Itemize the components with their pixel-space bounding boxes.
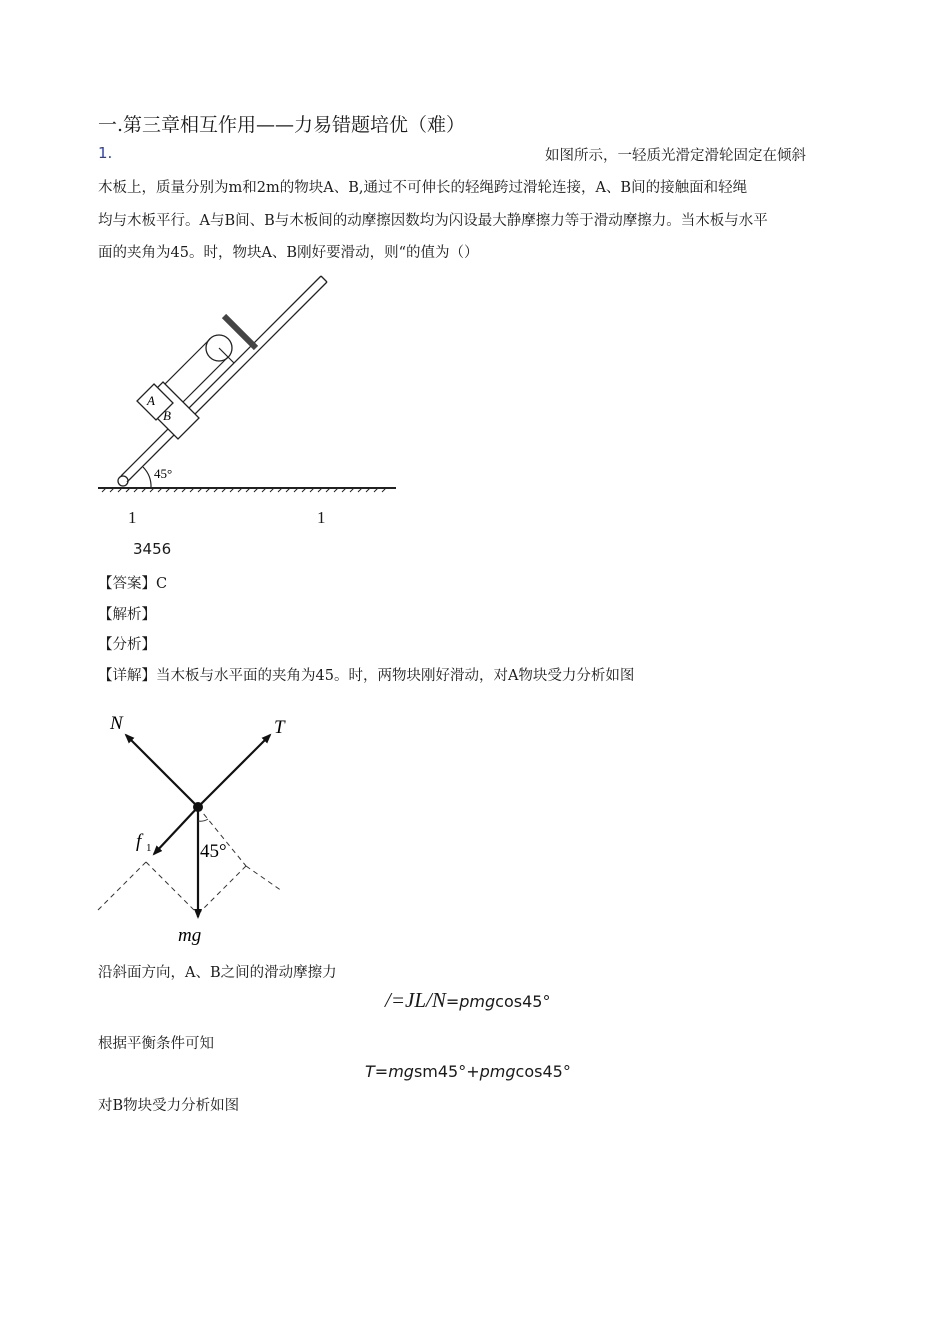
text-friction: 沿斜面方向，A、B之间的滑动摩擦力 xyxy=(98,965,337,981)
figure1-caption-left: 1 xyxy=(128,508,137,527)
document-title: 一.第三章相互作用——力易错题培优（难） xyxy=(98,114,466,136)
question-number: 1. xyxy=(98,144,113,162)
force-n-label: N xyxy=(110,713,123,734)
incline-angle-label: 45° xyxy=(154,466,173,481)
analysis-label: 【解析】 xyxy=(98,607,156,623)
figure1-caption-right: 1 xyxy=(317,508,326,527)
fenxi-label: 【分析】 xyxy=(98,637,156,653)
force-mg-label: mg xyxy=(178,925,202,946)
text-block-b: 对B物块受力分析如图 xyxy=(98,1098,240,1114)
figure1-caption-number: 3456 xyxy=(133,540,172,558)
eq2-a-italic: =mg xyxy=(374,1062,414,1081)
eq1-lhs: /=JL/N xyxy=(385,988,446,1012)
force-f-subscript: 1 xyxy=(146,842,152,854)
eq2-b-plain: cos45° xyxy=(515,1062,571,1081)
detail-line: 【详解】当木板与水平面的夹角为45。时，两物块刚好滑动，对A物块受力分析如图 xyxy=(98,668,635,684)
equation-tension xyxy=(365,1062,571,1081)
block-a-label: A xyxy=(147,393,155,408)
question-line-2: 木板上，质量分别为m和2m的物块A、B,通过不可伸长的轻绳跨过滑轮连接，A、B间的接触面和轻绳 xyxy=(98,180,748,196)
eq2-t: T xyxy=(365,1062,375,1081)
block-b-label: B xyxy=(163,408,171,423)
question-line-1: 如图所示，一轻质光滑定滑轮固定在倾斜 xyxy=(545,148,806,164)
force-f-label: f xyxy=(136,831,142,852)
question-line-4: 面的夹角为45。时，物块A、B刚好要滑动，则“的值为（） xyxy=(98,245,479,261)
force-diagram xyxy=(96,705,296,950)
answer-line: 【答案】C xyxy=(98,576,168,592)
incline-figure xyxy=(96,270,406,505)
eq1-rhs-plain: cos45° xyxy=(495,992,551,1011)
force-t-label: T xyxy=(274,717,285,738)
eq2-a-plain: sm45°+ xyxy=(413,1062,480,1081)
force-angle-label: 45° xyxy=(200,841,227,862)
question-line-3: 均与木板平行。A与B间、B与木板间的动摩擦因数均为闪设最大静摩擦力等于滑动摩擦力。当木板与水平 xyxy=(98,213,768,229)
eq2-b-italic: pmg xyxy=(479,1062,516,1081)
equation-friction xyxy=(385,988,550,1013)
text-equilibrium: 根据平衡条件可知 xyxy=(98,1036,214,1052)
eq1-rhs-italic: =pmg xyxy=(445,992,496,1011)
